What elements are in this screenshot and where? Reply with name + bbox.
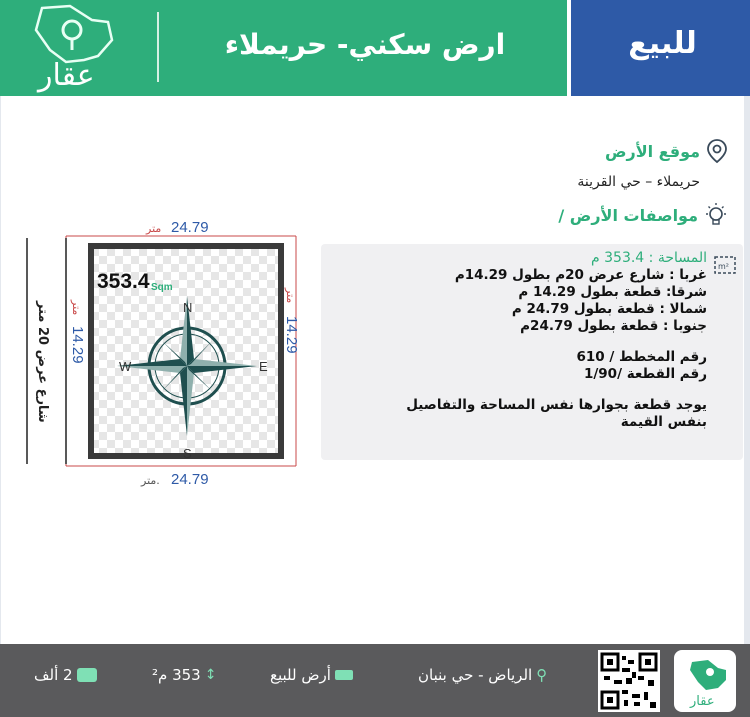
spec-note-1: يوجد قطعة بجوارها نفس المساحة والتفاصيل <box>406 397 707 413</box>
spec-east: شرقا: قطعة بطول 14.29 م <box>518 284 707 300</box>
footer-type-text: أرض للبيع <box>270 666 331 684</box>
top-dimension: 24.79 <box>171 219 209 236</box>
bottom-unit: متر. <box>141 474 160 487</box>
footer-bar <box>0 644 750 717</box>
spec-plot-number: رقم القطعة /1/90 <box>583 366 707 382</box>
map-pin-icon: ⚲ <box>536 666 548 684</box>
header-divider <box>157 12 159 82</box>
compass-e: E <box>259 359 268 374</box>
aqar-logo[interactable] <box>0 0 120 96</box>
left-dimension: 14.29 <box>69 326 86 364</box>
specs-text <box>327 250 707 431</box>
plot-diagram <box>11 216 311 491</box>
saudi-map-icon <box>674 650 736 712</box>
compass-n: N <box>183 300 193 315</box>
footer-location-text: الرياض - حي بنبان <box>418 666 533 684</box>
footer-logo-text: عقار <box>690 694 715 709</box>
map-pin-icon <box>706 138 728 164</box>
resize-icon: ↕ <box>204 667 217 683</box>
top-unit: متر <box>146 222 162 235</box>
m2-icon <box>713 254 737 276</box>
location-value: حريملاء – حي القرينة <box>577 174 700 190</box>
specs-heading <box>558 202 728 228</box>
wallet-icon <box>77 668 97 682</box>
location-title: موقع الأرض <box>604 141 700 161</box>
spec-north: شمالا : قطعة بطول 24.79 م <box>511 301 707 317</box>
header-banner <box>0 0 750 96</box>
plot-area-unit: Sqm <box>151 282 173 293</box>
land-tag-icon <box>335 670 353 680</box>
listing-body <box>0 96 750 644</box>
plot-svg <box>11 216 311 491</box>
footer-area <box>152 666 216 684</box>
right-unit: متر <box>284 288 297 304</box>
spec-west: غربا : شارع عرض 20م بطول 14.29م <box>454 267 707 283</box>
footer-price <box>34 666 97 684</box>
street-label: شارع عرض 20 متر <box>35 301 50 423</box>
spec-area: المساحة : 353.4 م <box>591 250 707 266</box>
plot-area-value: 353.4 <box>97 270 150 293</box>
sale-badge <box>567 0 750 96</box>
qr-code-icon[interactable] <box>598 650 660 712</box>
footer-logo[interactable] <box>674 650 736 712</box>
specs-panel <box>321 244 743 460</box>
specs-title: مواصفات الأرض / <box>558 205 698 225</box>
sale-label: للبيع <box>628 26 697 61</box>
lightbulb-icon <box>704 202 728 228</box>
logo-text: عقار <box>38 58 95 93</box>
bottom-dimension: 24.79 <box>171 471 209 488</box>
spec-note-2: بنفس القيمة <box>620 414 707 430</box>
spec-south: جنوبا : قطعة بطول 24.79م <box>520 318 707 334</box>
footer-price-text: 2 ألف <box>34 666 73 684</box>
spec-plan-number: رقم المخطط / 610 <box>576 349 707 365</box>
right-dimension: 14.29 <box>283 316 300 354</box>
left-unit: متر <box>70 300 83 316</box>
footer-type <box>270 666 353 684</box>
page-title: ارض سكني- حريملاء <box>224 28 506 61</box>
svg-text:m²: m² <box>718 262 729 271</box>
location-heading <box>605 138 728 164</box>
footer-area-text: 353 م² <box>152 666 201 684</box>
footer-location <box>418 666 547 684</box>
compass-w: W <box>119 359 132 374</box>
compass-s: S <box>183 446 192 461</box>
